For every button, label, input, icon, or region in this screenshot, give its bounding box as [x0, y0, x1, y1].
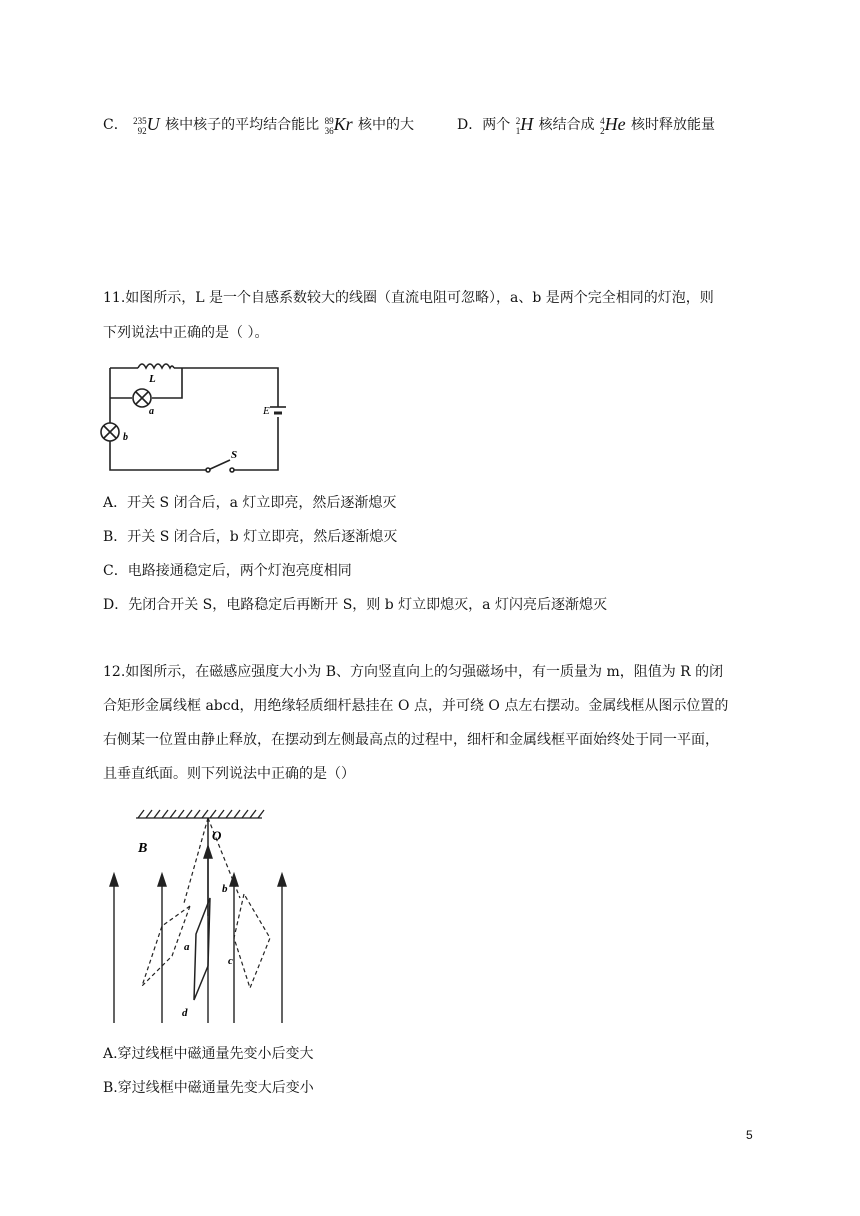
q12-stem-line-2: 合矩形金属线框 abcd，用绝缘轻质细杆悬挂在 O 点，并可绕 O 点左右摆动。金属线框从图示位置的 — [103, 698, 729, 714]
label-b: b — [123, 432, 128, 443]
lamp-a-icon — [133, 389, 151, 407]
q11-stem-line-1: 11.如图所示，L 是一个自感系数较大的线圈（直流电阻可忽略），a、b 是两个完全相同的灯泡，则 — [103, 290, 714, 306]
q10-option-c — [103, 114, 414, 136]
q12-stem-line-3: 右侧某一位置由静止释放，在摆动到左侧最高点的过程中，细杆和金属线框平面始终处于同一平面， — [103, 732, 719, 748]
label-S: S — [231, 449, 238, 461]
q11-option-b: B．开关 S 闭合后，b 灯立即亮，然后逐渐熄灭 — [103, 529, 398, 545]
q12-stem-line-1: 12.如图所示，在磁感应强度大小为 B、方向竖直向上的匀强磁场中，有一质量为 m，阻值为 R 的闭 — [103, 664, 724, 680]
label-a: a — [184, 941, 190, 953]
label-E: E — [263, 405, 270, 417]
field-lines — [110, 846, 286, 1023]
option-d-text: 核结合成 — [538, 117, 595, 133]
uranium-nuclide: 235 92 U — [133, 114, 160, 136]
q12-option-b: B.穿过线框中磁通量先变大后变小 — [103, 1080, 314, 1096]
option-d-end: 核时释放能量 — [631, 117, 716, 133]
q11-option-c: C．电路接通稳定后，两个灯泡亮度相同 — [103, 563, 352, 579]
label-b: b — [222, 883, 228, 895]
q12-magnetic-field-diagram — [102, 798, 312, 1028]
page-number: 5 — [746, 1128, 753, 1142]
lamp-b-icon — [101, 423, 119, 441]
q11-option-d: D．先闭合开关 S，电路稳定后再断开 S，则 b 灯立即熄灭，a 灯闪亮后逐渐熄灭 — [103, 597, 607, 613]
option-c-label: C． — [103, 117, 128, 133]
helium-nuclide: 4 2 He — [600, 114, 626, 136]
q12-option-a: A.穿过线框中磁通量先变小后变大 — [103, 1046, 314, 1062]
label-L: L — [149, 373, 156, 385]
label-d: d — [182, 1007, 188, 1019]
label-O: O — [212, 828, 222, 843]
option-c-text: 核中核子的平均结合能比 — [165, 117, 320, 133]
q11-option-a: A．开关 S 闭合后，a 灯立即亮，然后逐渐熄灭 — [103, 495, 397, 511]
q11-stem-line-2: 下列说法中正确的是（ ）。 — [103, 325, 269, 341]
option-c-end: 核中的大 — [358, 117, 415, 133]
label-c: c — [228, 955, 233, 967]
q12-stem-line-4: 且垂直纸面。则下列说法中正确的是（） — [103, 766, 355, 782]
label-B: B — [138, 841, 148, 856]
q11-circuit-diagram — [100, 352, 290, 477]
hydrogen-nuclide: 2 1 H — [515, 114, 534, 136]
option-d-label: D．两个 — [457, 117, 511, 133]
label-a: a — [149, 406, 154, 417]
q10-option-d — [457, 114, 715, 136]
krypton-nuclide: 89 36 Kr — [324, 114, 353, 136]
